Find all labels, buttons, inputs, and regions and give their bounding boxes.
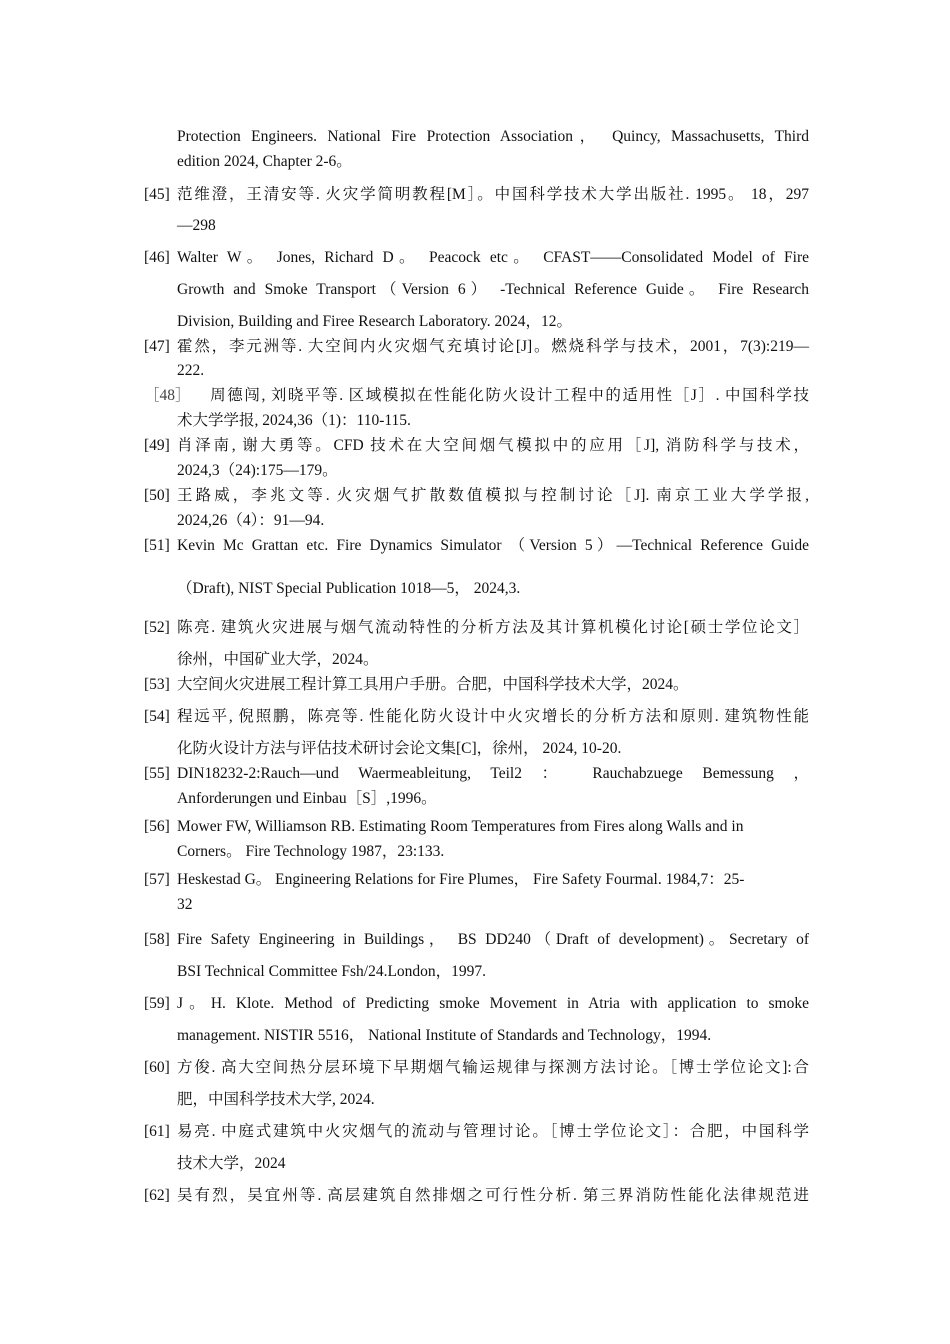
reference-52-number: [52] [144, 619, 170, 636]
reference-45-line-2: —298 [177, 217, 216, 234]
reference-58-number: [58] [144, 931, 170, 948]
reference-50-number: [50] [144, 487, 170, 504]
reference-62-line-1: 吴有烈，吴宜州等. 高层建筑自然排烟之可行性分析. 第三界消防性能化法律规范进 [177, 1187, 809, 1204]
reference-57-line-2: 32 [177, 896, 193, 913]
reference-56-line-2: Corners。 Fire Technology 1987，23:133. [177, 843, 445, 860]
reference-47-line-1: 霍然，李元洲等. 大空间内火灾烟气充填讨论[J]。燃烧科学与技术，2001，7(3):219— [177, 338, 809, 355]
reference-58-line-2: BSI Technical Committee Fsh/24.London，1997. [177, 963, 487, 980]
reference-59-line-1: J。H. Klote. Method of Predicting smoke Movement in Atria with application to smoke [177, 995, 809, 1012]
reference-60-number: [60] [144, 1059, 170, 1076]
reference-61-line-2: 技术大学，2024 [177, 1155, 286, 1172]
reference-51-line-1: Kevin Mc Grattan etc. Fire Dynamics Simulator （Version 5）—Technical Reference Guide [177, 537, 809, 554]
reference-54-number: [54] [144, 708, 170, 725]
reference-61-number: [61] [144, 1123, 170, 1140]
reference-48-line-1: 周德闯, 刘晓平等. 区域模拟在性能化防火设计工程中的适用性［J］. 中国科学技 [193, 387, 809, 404]
reference-60-line-1: 方俊. 高大空间热分层环境下早期烟气输运规律与探测方法讨论。［博士学位论文]:合 [177, 1059, 809, 1076]
reference-44-line-1: Protection Engineers. National Fire Protection Association， Quincy, Massachusetts, Third [177, 128, 809, 145]
reference-52-line-1: 陈亮. 建筑火灾进展与烟气流动特性的分析方法及其计算机模化讨论[硕士学位论文］ [177, 619, 809, 636]
reference-56-number: [56] [144, 818, 170, 835]
reference-59-number: [59] [144, 995, 170, 1012]
reference-57-line-1: Heskestad G。 Engineering Relations for Fire Plumes， Fire Safety Fourmal. 1984,7：25- [177, 871, 745, 888]
reference-45-number: [45] [144, 186, 170, 203]
reference-45-line-1: 范维澄，王清安等. 火灾学简明教程[M］。中国科学技术大学出版社. 1995。 18，297 [177, 186, 809, 203]
reference-55-line-1: DIN18232-2:Rauch—und Waermeableitung, Teil2 ： Rauchabzuege Bemessung ， [177, 765, 809, 782]
reference-51-line-2: （Draft), NIST Special Publication 1018—5， 2024,3. [177, 580, 521, 597]
reference-46-line-3: Division, Building and Firee Research Laboratory. 2024，12。 [177, 313, 573, 330]
reference-48-line-2: 术大学学报, 2024,36（1)：110-115. [177, 412, 411, 429]
reference-55-number: [55] [144, 765, 170, 782]
reference-55-line-2: Anforderungen und Einbau［S］,1996。 [177, 790, 437, 807]
reference-57-number: [57] [144, 871, 170, 888]
reference-51-number: [51] [144, 537, 170, 554]
reference-53-number: [53] [144, 676, 170, 693]
reference-59-line-2: management. NISTIR 5516， National Institute of Standards and Technology，1994. [177, 1027, 712, 1044]
reference-49-number: [49] [144, 437, 170, 454]
reference-47-number: [47] [144, 338, 170, 355]
reference-58-line-1: Fire Safety Engineering in Buildings， BS DD240（Draft of development)。Secretary of [177, 931, 809, 948]
reference-54-line-1: 程远平, 倪照鹏，陈亮等. 性能化防火设计中火灾增长的分析方法和原则. 建筑物性能 [177, 708, 809, 725]
reference-46-number: [46] [144, 249, 170, 266]
reference-44-line-2: edition 2024, Chapter 2-6。 [177, 153, 352, 170]
reference-50-line-1: 王路威，李兆文等. 火灾烟气扩散数值模拟与控制讨论［J]. 南京工业大学学报, [177, 487, 809, 504]
reference-49-line-2: 2024,3（24):175—179。 [177, 462, 338, 479]
reference-50-line-2: 2024,26（4）：91—94. [177, 512, 325, 529]
reference-62-number: [62] [144, 1187, 170, 1204]
reference-47-line-2: 222. [177, 362, 205, 379]
reference-46-line-1: Walter W。 Jones, Richard D。 Peacock etc。 CFAST——Consolidated Model of Fire [177, 249, 809, 266]
reference-53-line-1: 大空间火灾进展工程计算工具用户手册。合肥，中国科学技术大学，2024。 [177, 676, 689, 693]
reference-56-line-1: Mower FW, Williamson RB. Estimating Room Temperatures from Fires along Walls and in [177, 818, 744, 835]
reference-49-line-1: 肖泽南, 谢大勇等。CFD 技术在大空间烟气模拟中的应用［J], 消防科学与技术， [177, 437, 809, 454]
reference-61-line-1: 易亮. 中庭式建筑中火灾烟气的流动与管理讨论。［博士学位论文］：合肥，中国科学 [177, 1123, 809, 1140]
reference-52-line-2: 徐州，中国矿业大学，2024。 [177, 651, 379, 668]
reference-54-line-2: 化防火设计方法与评估技术研讨会论文集[C]，徐州， 2024, 10-20. [177, 740, 622, 757]
reference-48-number: ［48］ [144, 387, 191, 404]
reference-60-line-2: 肥，中国科学技术大学, 2024. [177, 1091, 375, 1108]
reference-46-line-2: Growth and Smoke Transport（Version 6） -Technical Reference Guide。 Fire Research [177, 281, 809, 298]
